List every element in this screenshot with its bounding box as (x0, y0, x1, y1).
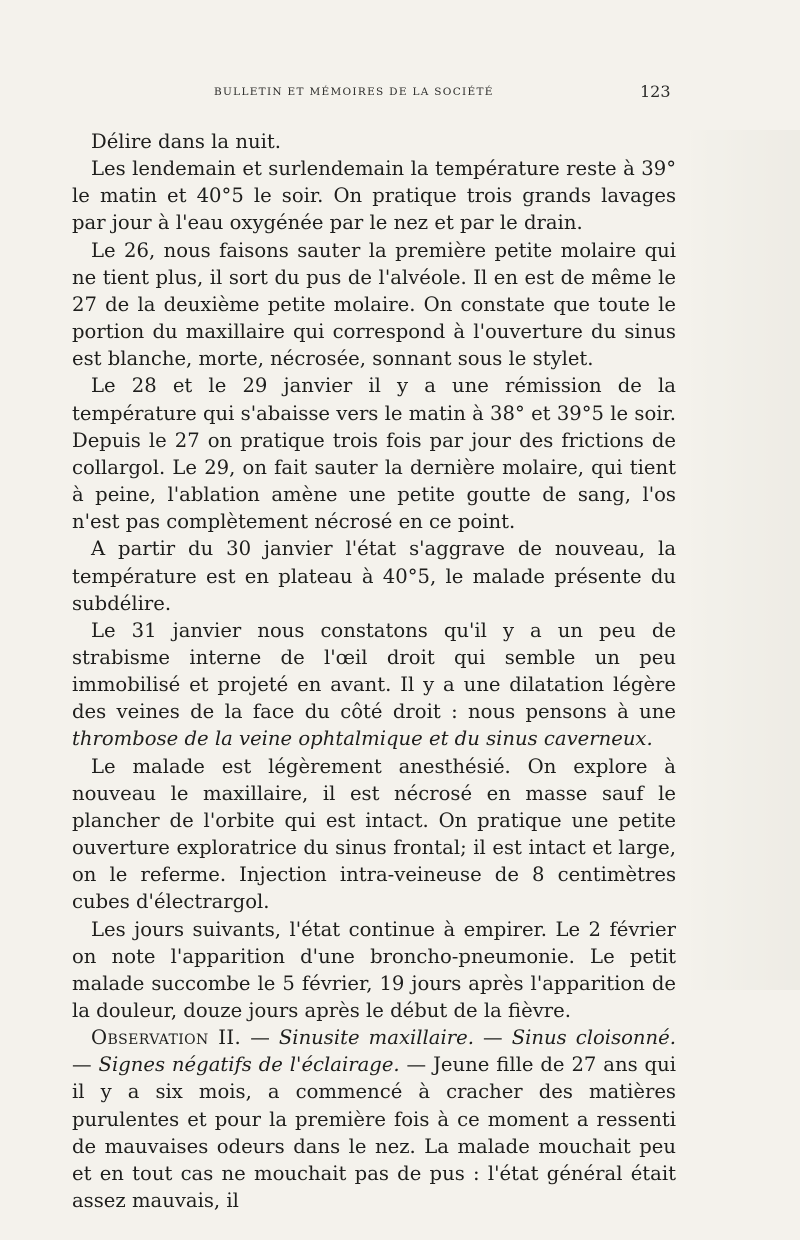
dash: — (241, 1026, 279, 1050)
dash: — (72, 1053, 99, 1077)
bleed-through-shading (680, 130, 800, 990)
paragraph: Le 26, nous faisons sauter la première petite molaire qui ne tient plus, il sort du pus de l'alvéole. Il en est de même le 27 de la deuxième petite molaire. On constate que toute le portion du maxillaire qui correspond à l'ouverture du sinus est blanche, morte, nécrosée, sonnant sous le stylet. (72, 238, 676, 371)
observation-title: Sinusite maxillaire. (278, 1026, 474, 1050)
observation-label: Observation II. (91, 1026, 242, 1050)
page-number: 123 (640, 82, 671, 101)
paragraph (72, 617, 676, 753)
dash: — (473, 1026, 512, 1050)
running-header: BULLETIN ET MÉMOIRES DE LA SOCIÉTÉ (214, 86, 494, 98)
dash: — (399, 1053, 434, 1077)
paragraph: Délire dans la nuit. (91, 130, 281, 153)
paragraph-text: Le 31 janvier nous constatons qu'il y a un peu de strabisme interne de l'œil droit qui semble un peu immobilisé et projeté en avant. Il y a une dilatation légère des veines de la face du côté droit : nous pensons à une (72, 618, 676, 724)
paragraph: Les lendemain et surlendemain la température reste à 39° le matin et 40°5 le soir. On pratique trois grands lavages par jour à l'eau oxygénée par le nez et par le drain. (72, 157, 676, 235)
body-text (72, 128, 676, 1214)
observation-title: Sinus cloisonné. (511, 1026, 676, 1050)
observation-paragraph (72, 1024, 676, 1214)
paragraph: A partir du 30 janvier l'état s'aggrave de nouveau, la température est en plateau à 40°5, le malade présente du subdélire. (72, 537, 676, 615)
observation-title: Signes négatifs de l'éclairage. (98, 1053, 400, 1077)
italic-phrase: thrombose de la veine ophtalmique et du sinus caverneux. (72, 727, 653, 751)
paragraph: Le 28 et le 29 janvier il y a une rémission de la température qui s'abaisse vers le matin à 38° et 39°5 le soir. Depuis le 27 on pratique trois fois par jour des frictions de collargol. Le 29, on fait sauter la dernière molaire, qui tient à peine, l'ablation amène une petite goutte de sang, l'os n'est pas complètement nécrosé en ce point. (72, 374, 676, 534)
paragraph: Le malade est légèrement anesthésié. On explore à nouveau le maxillaire, il est nécrosé en masse sauf le plancher de l'orbite qui est intact. On pratique une petite ouverture exploratrice du sinus frontal; il est intact et large, on le referme. Injection intra-veineuse de 8 centimètres cubes d'électrargol. (72, 754, 676, 914)
paragraph: Les jours suivants, l'état continue à empirer. Le 2 février on note l'apparition d'une broncho-pneumonie. Le petit malade succombe le 5 février, 19 jours après l'apparition de la douleur, douze jours après le début de la fièvre. (72, 917, 676, 1022)
observation-text: Jeune fille de 27 ans qui il y a six mois, a commencé à cracher des matières purulentes et pour la première fois à ce moment a ressenti de mauvaises odeurs dans le nez. La malade mouchait peu et en tout cas ne mouchait pas de pus : l'état général était assez mauvais, il (72, 1053, 676, 1213)
